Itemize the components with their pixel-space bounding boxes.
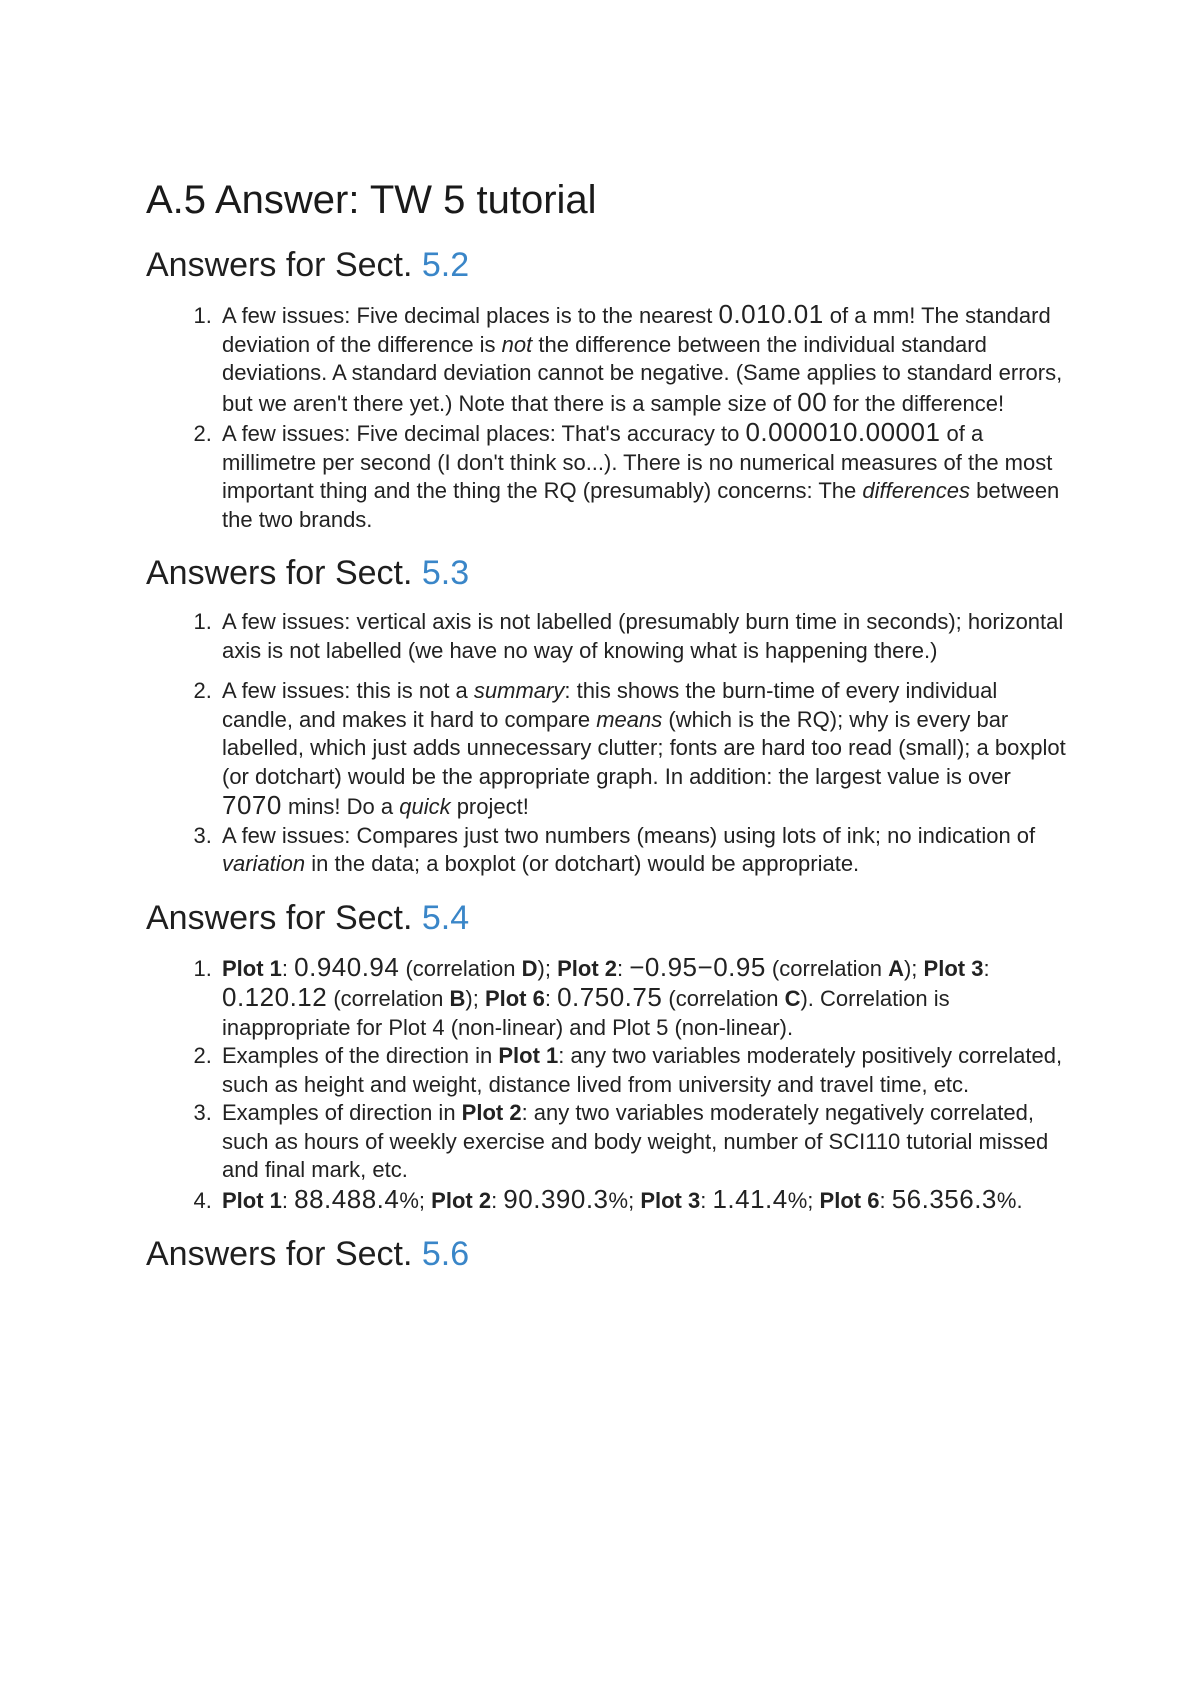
- answer-text: Examples of direction in: [222, 1100, 462, 1125]
- answer-text: A few issues: Five decimal places is to the nearest: [222, 303, 719, 328]
- emphasis-text: not: [501, 331, 533, 357]
- answer-item: [218, 822, 1068, 879]
- section-number-link[interactable]: 5.2: [421, 246, 470, 284]
- section-heading: [146, 552, 1068, 594]
- math-value: 0.000010.00001: [745, 417, 941, 447]
- answer-list: [146, 300, 1068, 534]
- separator: :: [544, 986, 558, 1011]
- emphasis-text: variation: [222, 851, 306, 876]
- answer-text: (correlation: [662, 986, 785, 1011]
- emphasis-text: quick: [399, 794, 451, 819]
- answer-text: (correlation: [327, 986, 450, 1011]
- answer-list: [146, 608, 1068, 879]
- answer-text: mins! Do a: [281, 794, 400, 819]
- separator: :: [281, 1187, 295, 1213]
- answer-text: of a mm! The standard deviation of the difference is: [222, 303, 1051, 357]
- answer-item: [218, 608, 1068, 677]
- math-value: −0.95−0.95: [629, 951, 766, 982]
- math-value: 7070: [222, 790, 282, 820]
- section-heading: [146, 244, 1068, 286]
- section-heading-prefix: Answers for Sect.: [146, 898, 422, 937]
- section-5-3: [146, 552, 1068, 879]
- answer-text: (correlation: [765, 955, 889, 981]
- math-value: 88.488.4: [294, 1183, 400, 1214]
- answer-item: [218, 953, 1068, 1043]
- math-value: 56.356.3: [891, 1183, 997, 1214]
- math-value: 0.940.94: [294, 951, 400, 982]
- answer-text: %;: [787, 1187, 820, 1213]
- answer-text: Examples of the direction in: [222, 1043, 499, 1068]
- correlation-letter: C: [784, 986, 801, 1011]
- answer-item: [218, 1185, 1068, 1216]
- answer-text: );: [537, 955, 558, 981]
- answer-text: for the difference!: [827, 390, 1005, 416]
- answer-list: [146, 953, 1068, 1216]
- document-content: [146, 176, 1068, 1293]
- separator: :: [879, 1187, 892, 1213]
- answer-text: A few issues: vertical axis is not labelled (presumably burn time in seconds); horizontal axis is not labelled (we have no way of knowing what is happening there.): [222, 609, 1064, 663]
- separator: :: [491, 1187, 504, 1213]
- plot-label: Plot 3: [923, 955, 984, 981]
- plot-label: Plot 6: [484, 986, 545, 1011]
- plot-label: Plot 6: [819, 1187, 880, 1213]
- plot-label: Plot 2: [557, 955, 617, 981]
- emphasis-text: differences: [862, 478, 970, 503]
- section-5-6: [146, 1233, 1068, 1275]
- answer-text: : this shows the burn-time of every individual candle, and makes it hard to compare: [222, 678, 998, 732]
- answer-item: [218, 418, 1068, 534]
- emphasis-text: means: [596, 706, 663, 732]
- separator: :: [617, 955, 630, 981]
- answer-text: (correlation: [399, 955, 522, 981]
- answer-text: (which is the RQ); why is every bar labelled, which just adds unnecessary clutter; fonts are hard too read (small); a boxplot (or dotchart) would be the appropriate graph. In addition: the largest value is over: [222, 706, 1066, 789]
- math-value: 1.41.4: [712, 1183, 788, 1214]
- answer-text: A few issues: Compares just two numbers (means) using lots of ink; no indication of: [222, 822, 1036, 848]
- plot-label: Plot 1: [222, 1187, 282, 1213]
- math-value: 0.750.75: [557, 982, 663, 1012]
- section-number-link[interactable]: 5.6: [421, 1235, 470, 1273]
- answer-text: A few issues: Five decimal places: That's accuracy to: [222, 421, 746, 446]
- answer-text: A few issues: this is not a: [222, 678, 474, 703]
- section-number-link[interactable]: 5.4: [421, 898, 470, 937]
- math-value: 0.010.01: [718, 299, 824, 329]
- answer-text: in the data; a boxplot (or dotchart) would be appropriate.: [305, 851, 860, 876]
- plot-label: Plot 1: [498, 1043, 559, 1068]
- section-number-link[interactable]: 5.3: [421, 554, 470, 592]
- answer-text: );: [465, 986, 485, 1011]
- answer-item: [218, 1042, 1068, 1099]
- correlation-letter: B: [449, 986, 466, 1011]
- emphasis-text: summary: [473, 678, 565, 703]
- answer-text: );: [903, 955, 924, 981]
- answer-text: : any two variables moderately positively correlated, such as height and weight, distance lived from university and travel time, etc.: [222, 1043, 1063, 1097]
- math-value: 0.120.12: [222, 982, 328, 1012]
- plot-label: Plot 2: [431, 1187, 492, 1213]
- answer-text: project!: [450, 794, 529, 819]
- section-heading: [146, 897, 1068, 939]
- answer-text: of a millimetre per second (I don't think so...). There is no numerical measures of the most important thing and the thing the RQ (presumably) concerns: The: [222, 421, 1053, 503]
- separator: :: [700, 1187, 713, 1213]
- plot-label: Plot 2: [461, 1100, 522, 1125]
- correlation-letter: D: [521, 955, 538, 981]
- section-5-2: [146, 244, 1068, 534]
- answer-text: between the two brands.: [222, 478, 1060, 532]
- section-5-4: [146, 897, 1068, 1216]
- answer-text: %;: [399, 1187, 432, 1213]
- correlation-letter: A: [888, 955, 904, 981]
- section-heading: [146, 1233, 1068, 1275]
- answer-text: : any two variables moderately negatively correlated, such as hours of weekly exercise and body weight, number of SCI110 tutorial missed and final mark, etc.: [222, 1100, 1049, 1182]
- answer-text: %.: [996, 1187, 1023, 1213]
- answer-text: the difference between the individual standard deviations. A standard deviation cannot be negative. (Same applies to standard errors, but we aren't there yet.) Note that there is a sample size of: [222, 331, 1063, 416]
- answer-text: ). Correlation is inappropriate for Plot 4 (non-linear) and Plot 5 (non-linear).: [222, 986, 950, 1040]
- section-heading-prefix: Answers for Sect.: [146, 554, 422, 592]
- math-value: 00: [797, 386, 828, 417]
- math-value: 90.390.3: [503, 1183, 609, 1214]
- answer-item: [218, 1099, 1068, 1185]
- section-heading-prefix: Answers for Sect.: [146, 1235, 422, 1273]
- answer-item: [218, 677, 1068, 822]
- separator: :: [983, 955, 990, 981]
- separator: :: [281, 955, 295, 981]
- section-heading-prefix: Answers for Sect.: [146, 246, 422, 284]
- answer-text: %;: [608, 1187, 641, 1213]
- plot-label: Plot 3: [640, 1187, 701, 1213]
- plot-label: Plot 1: [222, 955, 282, 981]
- page-title: A.5 Answer: TW 5 tutorial: [146, 178, 597, 222]
- answer-item: [218, 300, 1068, 418]
